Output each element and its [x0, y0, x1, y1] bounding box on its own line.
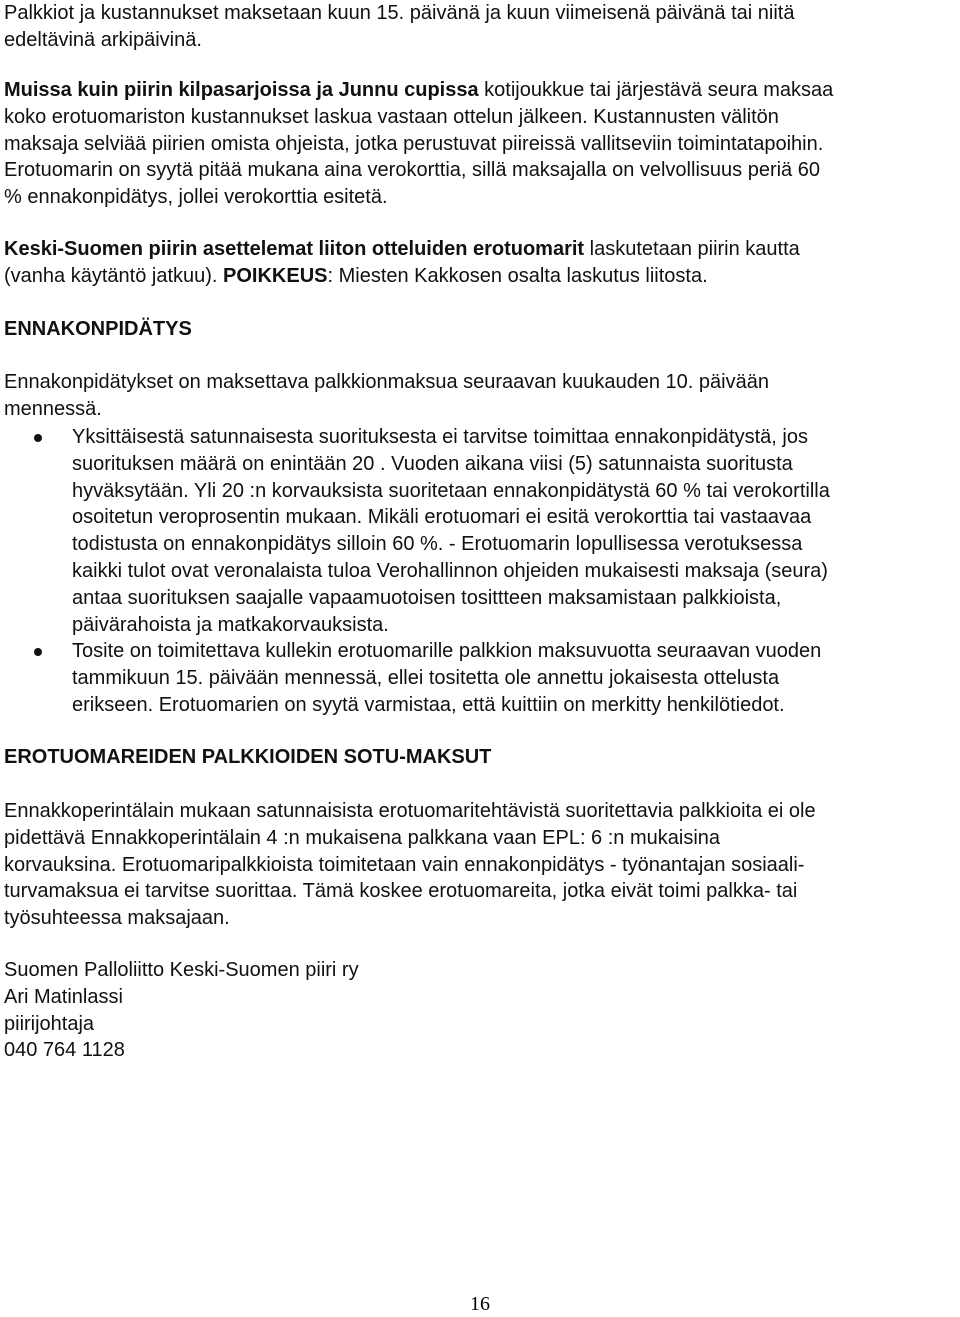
text-line — [4, 263, 954, 290]
heading-text: EROTUOMAREIDEN PALKKIOIDEN SOTU-MAKSUT — [4, 746, 492, 768]
text-line — [4, 236, 954, 263]
signature-line: Ari Matinlassi — [4, 985, 123, 1008]
page-number: 16 — [470, 1293, 490, 1315]
text-line: osoitetun veroprosentin mukaan. Mikäli erotuomari ei esitä verokorttia tai vastaavaa — [72, 506, 812, 529]
text-line: työsuhteessa maksajaan. — [4, 907, 230, 930]
section-heading-sotu-maksut — [4, 744, 954, 771]
bold-phrase: Muissa kuin piirin kilpasarjoissa ja Junnu cupissa — [4, 79, 479, 101]
bold-phrase: Keski-Suomen piirin asettelemat liiton otteluiden erotuomarit — [4, 238, 585, 260]
text-line: päivärahoista ja matkakorvauksista. — [72, 613, 389, 636]
paragraph-withholding-deadline — [4, 369, 954, 423]
text-line: korvauksina. Erotuomaripalkkioista toimitetaan vain ennakonpidätys - työnantajan sosiaali- — [4, 853, 805, 876]
text-line: Erotuomarin on syytä pitää mukana aina verokorttia, sillä maksajalla on velvollisuus periä 60 — [4, 159, 820, 182]
list-item — [4, 638, 954, 718]
bold-phrase: POIKKEUS — [223, 264, 328, 287]
text-span: (vanha käytäntö jatkuu). — [4, 264, 224, 287]
text-span: laskutetaan piirin kautta — [584, 238, 800, 260]
text-line: koko erotuomariston kustannukset laskua vastaan ottelun jälkeen. Kustannusten välitön — [4, 105, 779, 128]
text-line — [4, 77, 954, 104]
text-line: erikseen. Erotuomarien on syytä varmistaa, että kuittiin on merkitty henkilötiedot. — [72, 693, 785, 716]
signature-block — [4, 957, 954, 1064]
paragraph-other-series — [4, 77, 954, 211]
document-page — [4, 0, 954, 1313]
text-line: mennessä. — [4, 397, 102, 420]
bullet-list — [4, 424, 954, 719]
bullet-icon — [34, 648, 42, 656]
text-line: Tosite on toimitettava kullekin erotuomarille palkkion maksuvuotta seuraavan vuoden — [72, 640, 822, 663]
paragraph-keski-suomen — [4, 236, 954, 290]
signature-line: piirijohtaja — [4, 1012, 95, 1035]
text-span: : Miesten Kakkosen osalta laskutus liitosta. — [327, 264, 708, 287]
text-line: % ennakonpidätys, jollei verokorttia esitetä. — [4, 186, 388, 209]
text-line: Ennakonpidätykset on maksettava palkkionmaksua seuraavan kuukauden 10. päivään — [4, 371, 769, 393]
signature-line: Suomen Palloliitto Keski-Suomen piiri ry — [4, 959, 359, 981]
text-line: turvamaksua ei tarvitse suorittaa. Tämä koskee erotuomareita, jotka eivät toimi palkka- tai — [4, 880, 798, 903]
text-line: Yksittäisestä satunnaisesta suorituksesta ei tarvitse toimittaa ennakonpidätystä, jos — [72, 426, 808, 448]
text-line: Palkkiot ja kustannukset maksetaan kuun 15. päivänä ja kuun viimeisenä päivänä tai niitä — [4, 2, 795, 24]
text-line: tammikuun 15. päivään mennessä, ellei tositetta ole annettu jokaisesta ottelusta — [72, 667, 780, 690]
text-line: maksaja selviää piirien omista ohjeista, jotka perustuvat piireissä vallitseviin toimintatapoihin. — [4, 132, 824, 155]
text-line: hyväksytään. Yli 20 :n korvauksista suoritetaan ennakonpidätystä 60 % tai verokortilla — [72, 479, 830, 502]
paragraph-epl — [4, 798, 954, 932]
text-span: kotijoukkue tai järjestävä seura maksaa — [478, 79, 834, 101]
text-line: suorituksen määrä on enintään 20 . Vuoden aikana viisi (5) satunnaista suoritusta — [72, 452, 793, 475]
paragraph-payment-dates — [4, 0, 954, 54]
text-line: antaa suorituksen saajalle vapaamuotoisen tosittteen maksamistaan palkkioista, — [72, 586, 782, 609]
list-item — [4, 424, 954, 638]
heading-text: ENNAKONPIDÄTYS — [4, 318, 192, 340]
text-line: kaikki tulot ovat veronalaista tuloa Verohallinnon ohjeiden mukaisesti maksaja (seura) — [72, 559, 828, 582]
bullet-icon — [34, 434, 42, 442]
signature-line: 040 764 1128 — [4, 1039, 125, 1062]
text-line: pidettävä Ennakkoperintälain 4 :n mukaisena palkkana vaan EPL: 6 :n mukaisina — [4, 826, 721, 849]
text-line: todistusta on ennakonpidätys silloin 60 %. - Erotuomarin lopullisessa verotuksessa — [72, 533, 803, 556]
text-line: Ennakkoperintälain mukaan satunnaisista erotuomaritehtävistä suoritettavia palkkioita ei ole — [4, 800, 816, 822]
section-heading-ennakonpidatys — [4, 316, 954, 343]
text-line: edeltävinä arkipäivinä. — [4, 28, 202, 51]
